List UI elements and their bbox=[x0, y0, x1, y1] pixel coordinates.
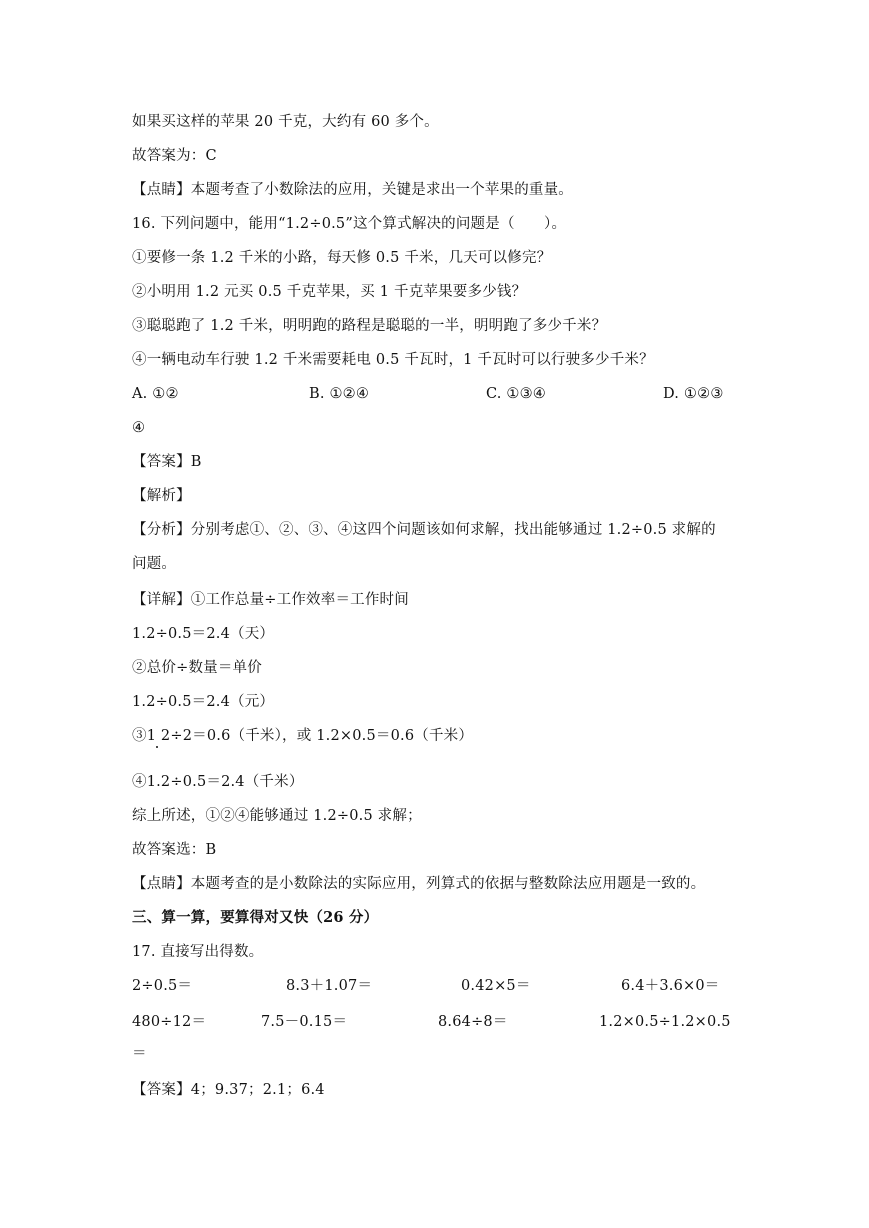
summary-text: 综上所述，①②④能够通过 1.2÷0.5 求解； bbox=[132, 808, 422, 824]
option-3: ③聪聪跑了 1.2 千米，明明跑的路程是聪聪的一半，明明跑了多少千米？ bbox=[132, 318, 607, 334]
answer-label: 【答案】B bbox=[132, 454, 202, 470]
question-16: 16. 下列问题中，能用“1.2÷0.5”这个算式解决的问题是（ ）。 bbox=[132, 216, 567, 232]
decimal-dot-mark bbox=[156, 746, 158, 748]
calc-item: 8.3＋1.07＝ bbox=[286, 978, 373, 994]
choice-d-continuation: ④ bbox=[132, 420, 146, 436]
calc-line: ③1 2÷2＝0.6（千米），或 1.2×0.5＝0.6（千米） bbox=[132, 728, 474, 744]
option-1: ①要修一条 1.2 千米的小路，每天修 0.5 千米，几天可以修完？ bbox=[132, 250, 552, 266]
calc-item: 1.2×0.5÷1.2×0.5 bbox=[599, 1014, 731, 1030]
option-4: ④一辆电动车行驶 1.2 千米需要耗电 0.5 千瓦时，1 千瓦时可以行驶多少千米？ bbox=[132, 352, 654, 368]
calc-item: 2÷0.5＝ bbox=[132, 978, 193, 994]
detail-text: 【详解】①工作总量÷工作效率＝工作时间 bbox=[132, 592, 409, 608]
section-heading: 三、算一算，要算得对又快（26 分） bbox=[132, 909, 379, 926]
comment-text: 【点睛】本题考查的是小数除法的实际应用，列算式的依据与整数除法应用题是一致的。 bbox=[132, 876, 706, 892]
text-line: 故答案为：C bbox=[132, 148, 217, 164]
question-17: 17. 直接写出得数。 bbox=[132, 944, 264, 960]
analysis-label: 【解析】 bbox=[132, 488, 191, 504]
final-answer: 故答案选：B bbox=[132, 842, 217, 858]
analysis-text-continued: 问题。 bbox=[132, 556, 177, 572]
calc-item: 8.64÷8＝ bbox=[438, 1014, 508, 1030]
calc-line: 1.2÷0.5＝2.4（天） bbox=[132, 626, 275, 642]
text-line: 如果买这样的苹果 20 千克，大约有 60 多个。 bbox=[132, 114, 439, 130]
calc-item: 480÷12＝ bbox=[132, 1014, 207, 1030]
choice-d: D. ①②③ bbox=[663, 386, 724, 402]
text-line: 【点睛】本题考查了小数除法的应用，关键是求出一个苹果的重量。 bbox=[132, 182, 573, 198]
choice-b: B. ①②④ bbox=[309, 386, 370, 402]
calc-item: 7.5－0.15＝ bbox=[261, 1014, 348, 1030]
choice-c: C. ①③④ bbox=[486, 386, 546, 402]
choice-a: A. ①② bbox=[132, 386, 179, 402]
calc-line: ④1.2÷0.5＝2.4（千米） bbox=[132, 774, 304, 790]
calc-item: 0.42×5＝ bbox=[461, 978, 531, 994]
calc-line: ②总价÷数量＝单价 bbox=[132, 660, 262, 676]
answer-17: 【答案】4；9.37；2.1；6.4 bbox=[132, 1082, 325, 1098]
calc-line: 1.2÷0.5＝2.4（元） bbox=[132, 694, 275, 710]
calc-item-continuation: ＝ bbox=[132, 1046, 147, 1062]
calc-item: 6.4＋3.6×0＝ bbox=[621, 978, 720, 994]
option-2: ②小明用 1.2 元买 0.5 千克苹果，买 1 千克苹果要多少钱？ bbox=[132, 284, 527, 300]
analysis-text: 【分析】分别考虑①、②、③、④这四个问题该如何求解，找出能够通过 1.2÷0.5 求解的 bbox=[132, 522, 716, 538]
